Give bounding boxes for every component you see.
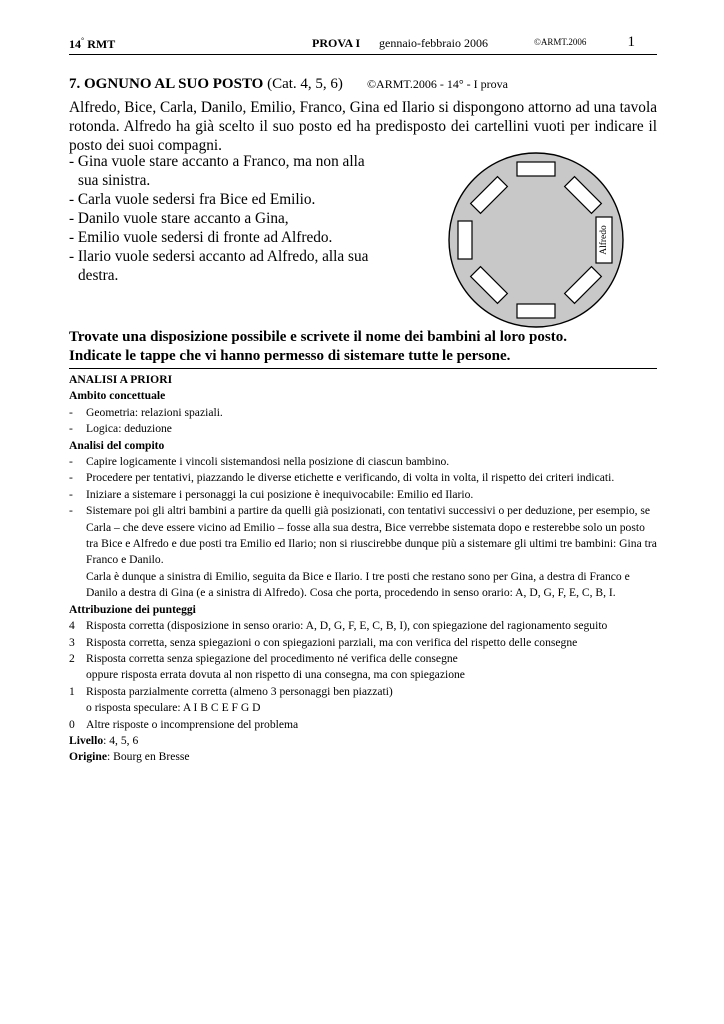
conditions-list: [69, 152, 374, 285]
score-item: 2 Risposta corretta senza spiegazione del procedimento né verifica delle consegne oppure risposta errata dovuta al non rispetto di una consegna, ma con spiegazione: [69, 651, 465, 682]
condition-item: - Carla vuole sedersi fra Bice ed Emilio.: [69, 191, 316, 208]
score-item: 0 Altre risposte o incomprensione del problema: [69, 717, 299, 731]
alfredo-card-label: Alfredo: [599, 225, 609, 255]
origine-line: Origine: Bourg en Bresse: [69, 750, 190, 764]
condition-item: - Emilio vuole sedersi di fronte ad Alfredo.: [69, 229, 333, 246]
round-table-diagram: [446, 150, 626, 330]
score-item: 3 Risposta corretta, senza spiegazioni o con spiegazioni parziali, ma con verifica del rispetto delle consegne: [69, 635, 578, 649]
compito-continuation: Carla è dunque a sinistra di Emilio, seguita da Bice e Ilario. I tre posti che restano sono per Gina, a destra di Franco e Danilo a destra di Gina (e a sinistra di Alfredo). Cosa che porta, procedendo in senso orario: A, D, G, F, E, C, B, I.: [86, 569, 630, 600]
task-text: Trovate una disposizione possibile e scrivete il nome dei bambini al loro posto. Indicate le tappe che vi hanno permesso di sistemare tutte le persone.: [69, 329, 567, 364]
score-item: 4 Risposta corretta (disposizione in senso orario: A, D, G, F, E, C, B, I), con spiegazione del ragionamento seguito: [69, 619, 608, 633]
livello-line: Livello: 4, 5, 6: [69, 733, 139, 747]
compito-heading: Analisi del compito: [69, 438, 165, 452]
page-number: 1: [627, 34, 635, 50]
punteggi-heading: Attribuzione dei punteggi: [69, 602, 196, 616]
name-card-left: [458, 221, 472, 259]
condition-item: - Danilo vuole stare accanto a Gina,: [69, 210, 289, 227]
header-copyright: ©ARMT.2006: [534, 37, 587, 47]
score-item: 1 Risposta parzialmente corretta (almeno 3 personaggi ben piazzati) o risposta speculare: A I B C E F G D: [69, 684, 393, 715]
list-item: - Capire logicamente i vincoli sistemandosi nella posizione di ciascun bambino.: [69, 455, 450, 469]
ambito-list: [69, 405, 657, 438]
list-item: - Logica: deduzione: [69, 422, 172, 436]
problem-intro: Alfredo, Bice, Carla, Danilo, Emilio, Franco, Gina ed Ilario si dispongono attorno ad una tavola rotonda. Alfredo ha già scelto il suo posto ed ha predisposto dei cartellini vuoti per indicare il posto dei suoi compagni.: [69, 99, 657, 154]
punteggi-list: [69, 618, 657, 733]
list-item: - Procedere per tentativi, piazzando le diverse etichette e verificando, di volta in volta, il rispetto dei criteri indicati.: [69, 471, 615, 485]
list-item: - Geometria: relazioni spaziali.: [69, 405, 223, 419]
header-date: gennaio-febbraio 2006: [379, 36, 488, 50]
analysis-heading: ANALISI A PRIORI: [69, 373, 173, 386]
header-competition: 14° RMT: [69, 36, 116, 51]
ambito-heading: Ambito concettuale: [69, 389, 166, 403]
page-header: [69, 36, 637, 54]
condition-item: - Gina vuole stare accanto a Franco, ma non alla sua sinistra.: [69, 153, 365, 189]
name-card-bottom: [517, 304, 555, 318]
section-rule: [69, 368, 657, 369]
problem-copyright: ©ARMT.2006 - 14° - I prova: [366, 77, 508, 91]
condition-item: - Ilario vuole sedersi accanto ad Alfredo, alla sua destra.: [69, 248, 369, 284]
list-item: - Iniziare a sistemare i personaggi la cui posizione è inequivocabile: Emilio ed Ilario.: [69, 487, 474, 501]
analysis-section: [69, 372, 657, 766]
compito-list: [69, 454, 657, 569]
header-rule: [69, 54, 657, 55]
list-item: - Sistemare poi gli altri bambini a partire da quelli già posizionati, con tentativi successivi o per deduzione, per esempio, se Carla – che deve essere vicino ad Emilio – fosse alla sua destra, Bice verrebbe sistemata dopo e resterebbe solo un posto tra Bice e Alfredo e due posti tra Emilio ed Ilario; non si riuscirebbe dunque più a sistemare gli ultimi tre bambini: Gina tra Franco e Danilo.: [69, 504, 657, 567]
header-prova: PROVA I: [312, 36, 361, 50]
name-card-top: [517, 162, 555, 176]
problem-title: 7. OGNUNO AL SUO POSTO (Cat. 4, 5, 6) ©ARMT.2006 - 14° - I prova: [69, 76, 508, 92]
